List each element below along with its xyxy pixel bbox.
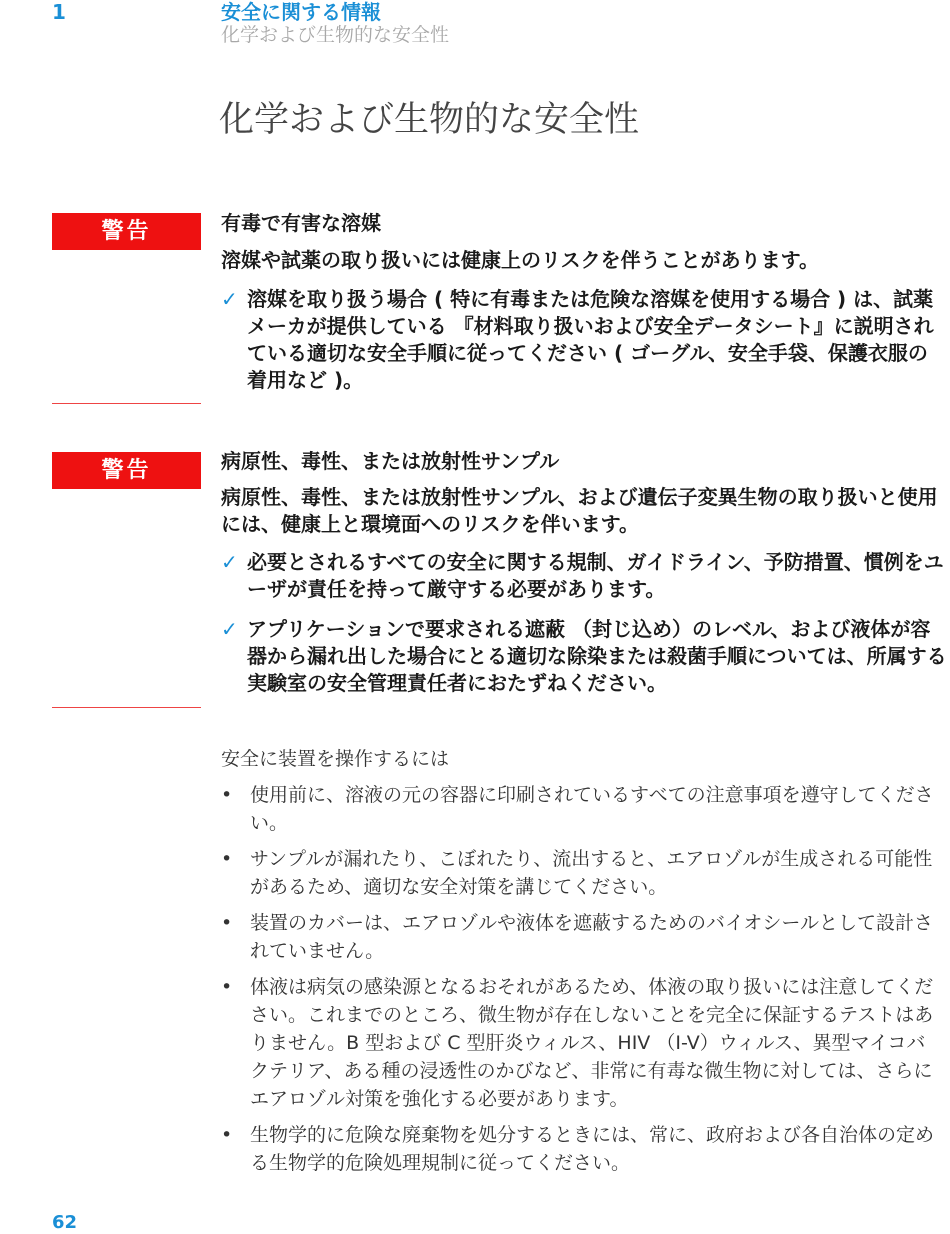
list-item [221, 973, 941, 1113]
list-item [221, 1121, 941, 1177]
bullet-icon: • [221, 976, 233, 998]
safe-operation-intro: 安全に装置を操作するには [221, 748, 450, 770]
safe-operation-list [221, 781, 941, 1185]
warning-title: 病原性、毒性、または放射性サンプル [221, 449, 560, 473]
checkmark-icon: ✓ [221, 617, 238, 641]
list-item [221, 845, 941, 901]
bullet-icon: • [221, 848, 233, 870]
warning-check-item [221, 286, 947, 394]
list-item-text: 使用前に、溶液の元の容器に印刷されているすべての注意事項を遵守してください。 [250, 784, 934, 834]
section-subtitle: 化学および生物的な安全性 [221, 24, 450, 46]
warning-title: 有毒で有害な溶媒 [221, 211, 381, 235]
warning-badge: 警告 [52, 213, 201, 250]
warning-badge: 警告 [52, 452, 201, 489]
chapter-number: 1 [52, 0, 66, 24]
chapter-title: 安全に関する情報 [221, 0, 381, 24]
list-item [221, 781, 941, 837]
list-item-text: 装置のカバーは、エアロゾルや液体を遮蔽するためのバイオシールとして設計されていません。 [250, 912, 934, 962]
bullet-icon: • [221, 1124, 233, 1146]
bullet-icon: • [221, 784, 233, 806]
warning-check-text: 必要とされるすべての安全に関する規制、ガイドライン、予防措置、慣例をユーザが責任を持って厳守する必要があります。 [247, 550, 944, 601]
warning-check-item [221, 616, 947, 697]
list-item-text: 体液は病気の感染源となるおそれがあるため、体液の取り扱いには注意してください。これまでのところ、微生物が存在しないことを完全に保証するテストはありません。B 型および C 型肝炎ウィルス、HIV （I-V）ウィルス、異型マイコバクテリア、ある種の浸透性のかびなど、非常に有毒な微生物に対しては、さらにエアロゾル対策を強化する必要があります。 [250, 976, 934, 1110]
warning-check-text: 溶媒を取り扱う場合 ( 特に有毒または危険な溶媒を使用する場合 ) は、試薬メーカが提供している 『材料取り扱いおよび安全データシート』に説明されている適切な安全手順に従ってください ( ゴーグル、安全手袋、保護衣服の着用など )。 [247, 287, 934, 392]
page-number: 62 [52, 1212, 78, 1233]
list-item-text: 生物学的に危険な廃棄物を処分するときには、常に、政府および各自治体の定める生物学的危険処理規制に従ってください。 [250, 1124, 935, 1174]
warning-lead: 溶媒や試薬の取り扱いには健康上のリスクを伴うことがあります。 [221, 248, 819, 272]
warning-lead: 病原性、毒性、または放射性サンプル、および遺伝子変異生物の取り扱いと使用には、健康上と環境面へのリスクを伴います。 [221, 485, 938, 536]
warning-check-item [221, 549, 947, 603]
page-title: 化学および生物的な安全性 [219, 100, 640, 140]
list-item-text: サンプルが漏れたり、こぼれたり、流出すると、エアロゾルが生成される可能性があるため、適切な安全対策を講じてください。 [250, 848, 933, 898]
warning-divider [52, 403, 201, 404]
checkmark-icon: ✓ [221, 287, 238, 311]
warning-check-text: アプリケーションで要求される遮蔽 （封じ込め）のレベル、および液体が容器から漏れ出した場合にとる適切な除染または殺菌手順については、所属する実験室の安全管理責任者におたずねください。 [247, 617, 947, 695]
bullet-icon: • [221, 912, 233, 934]
warning-divider [52, 707, 201, 708]
list-item [221, 909, 941, 965]
checkmark-icon: ✓ [221, 550, 238, 574]
